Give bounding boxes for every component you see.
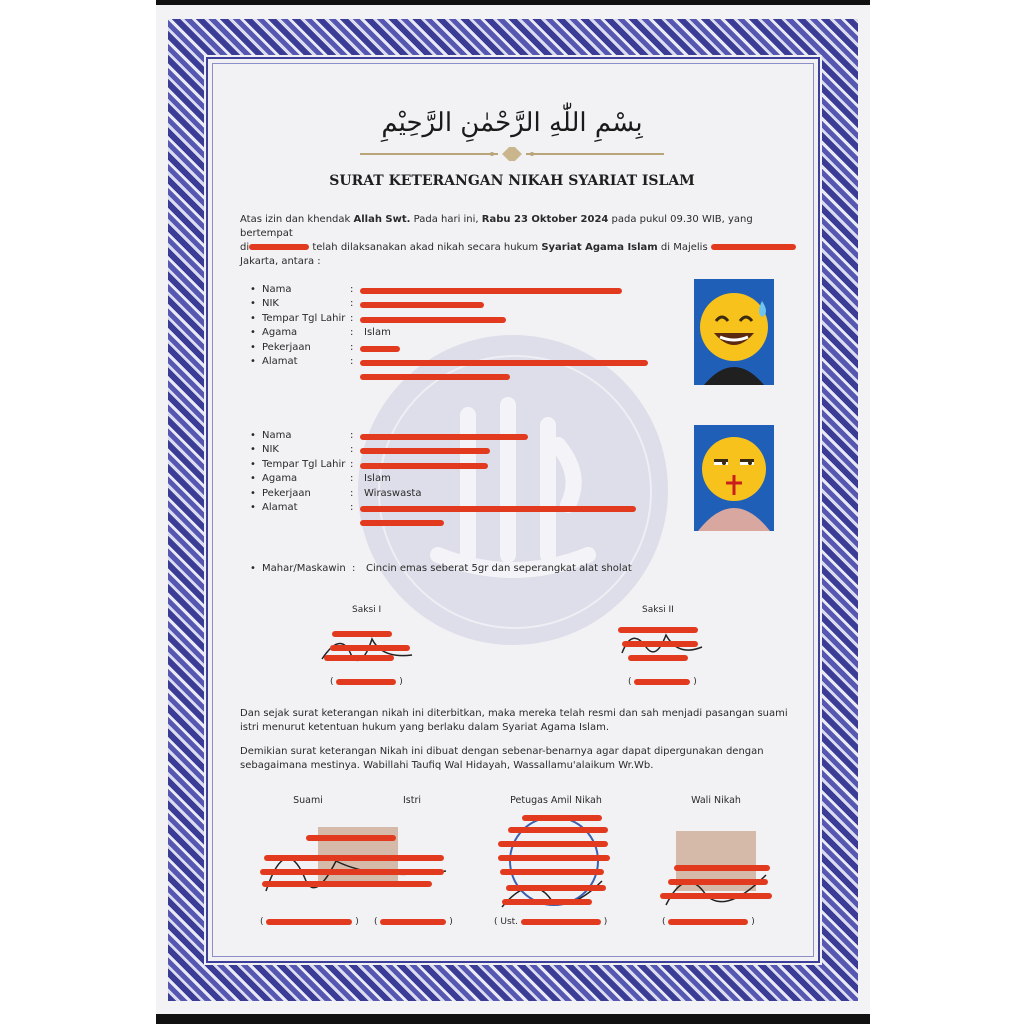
closing-line: Dan sejak surat keterangan nikah ini diterbitkan, maka mereka telah resmi dan sah menjadi pasangan suami bbox=[240, 708, 788, 719]
field-value: Islam bbox=[364, 327, 391, 339]
witness-1-signature bbox=[312, 619, 422, 675]
intro-text: pada pukul 09.30 WIB, yang bertempat bbox=[240, 214, 753, 239]
bullet: • bbox=[250, 341, 256, 353]
husband-wife-signatures-with-stamp bbox=[256, 821, 456, 911]
guardian-label: Wali Nikah bbox=[691, 795, 741, 806]
redaction-mark bbox=[360, 506, 636, 512]
ornament-divider bbox=[360, 147, 664, 161]
redaction-mark bbox=[266, 919, 352, 925]
field-label: Nama bbox=[262, 284, 292, 295]
colon: : bbox=[350, 501, 354, 513]
bullet: • bbox=[250, 430, 256, 441]
witness-2-label: Saksi II bbox=[642, 605, 674, 615]
officer-signature-with-seal bbox=[492, 811, 622, 919]
bullet: • bbox=[250, 284, 256, 295]
person-2-photo bbox=[694, 425, 774, 531]
intro-paragraph bbox=[240, 213, 800, 269]
person-1-details bbox=[250, 283, 670, 384]
document-title: SURAT KETERANGAN NIKAH SYARIAT ISLAM bbox=[329, 173, 695, 189]
field-row bbox=[250, 341, 670, 355]
field-row bbox=[250, 443, 670, 457]
redaction-mark bbox=[336, 679, 396, 685]
wife-name: ( ) bbox=[374, 917, 453, 927]
intro-text: Pada hari ini, bbox=[410, 214, 482, 225]
officer-label: Petugas Amil Nikah bbox=[510, 795, 602, 806]
redaction-mark bbox=[249, 244, 309, 250]
mahar-row bbox=[250, 563, 770, 579]
intro-law: Syariat Agama Islam bbox=[541, 242, 658, 253]
redaction-mark bbox=[360, 434, 528, 440]
field-row bbox=[250, 283, 670, 297]
field-label: Tempar Tgl Lahir bbox=[262, 458, 346, 470]
bullet: • bbox=[250, 473, 256, 485]
colon: : bbox=[350, 430, 354, 441]
bullet: • bbox=[250, 312, 256, 324]
bullet: • bbox=[250, 487, 256, 499]
redaction-mark bbox=[360, 520, 444, 526]
bullet: • bbox=[250, 444, 256, 456]
redaction-mark bbox=[360, 360, 648, 366]
closing-line: istri menurut ketentuan hukum yang berlaku dalam Syariat Agama Islam. bbox=[240, 722, 610, 733]
field-value: Islam bbox=[364, 473, 391, 485]
colon: : bbox=[350, 487, 354, 499]
witness-1-label: Saksi I bbox=[352, 605, 382, 615]
intro-line-3: Jakarta, antara : bbox=[240, 256, 321, 267]
address-continuation bbox=[250, 515, 670, 529]
colon: : bbox=[350, 458, 354, 470]
colon: : bbox=[350, 284, 354, 295]
witness-2-signature bbox=[612, 617, 712, 673]
redaction-mark bbox=[634, 679, 690, 685]
field-label: Pekerjaan bbox=[262, 487, 311, 499]
field-row bbox=[250, 297, 670, 311]
officer-name-prefix: ( Ust. bbox=[494, 917, 519, 927]
redaction-mark bbox=[360, 288, 622, 294]
husband-name: ( ) bbox=[260, 917, 359, 927]
redaction-mark bbox=[360, 463, 488, 469]
colon: : bbox=[350, 298, 354, 310]
redaction-mark bbox=[668, 919, 748, 925]
mahar-value: Cincin emas seberat 5gr dan seperangkat alat sholat bbox=[366, 563, 632, 574]
bismillah-calligraphy bbox=[356, 95, 668, 145]
field-row bbox=[250, 326, 670, 340]
redaction-mark bbox=[360, 448, 490, 454]
colon: : bbox=[350, 355, 354, 367]
bismillah-text: بِسْمِ اللّٰهِ الرَّحْمٰنِ الرَّحِيْمِ bbox=[381, 108, 643, 138]
witness-1-name: ( ) bbox=[330, 677, 403, 687]
photo-emoji-unamused bbox=[694, 425, 774, 531]
intro-allah: Allah Swt. bbox=[353, 214, 411, 225]
colon: : bbox=[350, 473, 354, 485]
witness-2-name: ( ) bbox=[628, 677, 697, 687]
closing-paragraph-2 bbox=[240, 745, 800, 773]
intro-line-1 bbox=[240, 213, 800, 241]
bullet: • bbox=[250, 298, 256, 310]
intro-line-2 bbox=[240, 241, 800, 255]
field-row bbox=[250, 312, 670, 326]
field-label: Tempar Tgl Lahir bbox=[262, 312, 346, 324]
closing-paragraph-1 bbox=[240, 707, 800, 735]
field-row bbox=[250, 429, 670, 443]
redaction-mark bbox=[521, 919, 601, 925]
redaction-mark bbox=[360, 374, 510, 380]
redaction-mark bbox=[360, 302, 484, 308]
intro-text: di Majelis bbox=[657, 242, 708, 253]
intro-date: Rabu 23 Oktober 2024 bbox=[481, 214, 609, 225]
mahar-label: Mahar/Maskawin bbox=[262, 563, 346, 574]
colon: : bbox=[350, 312, 354, 324]
person-1-photo bbox=[694, 279, 774, 385]
wife-label: Istri bbox=[402, 795, 422, 806]
field-label: NIK bbox=[262, 298, 279, 310]
field-row bbox=[250, 355, 670, 369]
bullet: • bbox=[250, 501, 256, 513]
guardian-name: ( ) bbox=[662, 917, 755, 927]
certificate-sheet bbox=[156, 5, 870, 1014]
officer-name: ( Ust. ) bbox=[494, 917, 608, 927]
intro-text: di bbox=[240, 242, 250, 253]
colon: : bbox=[350, 341, 354, 353]
field-label: Pekerjaan bbox=[262, 341, 311, 353]
bullet: • bbox=[250, 327, 256, 339]
field-value: Wiraswasta bbox=[364, 487, 422, 499]
closing-line: Demikian surat keterangan Nikah ini dibuat dengan sebenar-benarnya agar dapat dipergunakan dengan bbox=[240, 746, 764, 757]
field-row bbox=[250, 501, 670, 515]
intro-text: telah dilaksanakan akad nikah secara hukum bbox=[309, 242, 542, 253]
field-row bbox=[250, 472, 670, 486]
field-label: Nama bbox=[262, 430, 292, 441]
colon: : bbox=[352, 563, 356, 574]
redaction-mark bbox=[711, 244, 796, 250]
redaction-mark bbox=[360, 317, 506, 323]
husband-label: Suami bbox=[293, 795, 323, 806]
field-label: Alamat bbox=[262, 501, 298, 513]
colon: : bbox=[350, 327, 354, 339]
address-continuation bbox=[250, 369, 670, 383]
field-label: Alamat bbox=[262, 355, 298, 367]
field-label: Agama bbox=[262, 473, 298, 485]
guardian-signature-with-stamp bbox=[656, 825, 776, 915]
field-label: NIK bbox=[262, 444, 279, 456]
person-2-details bbox=[250, 429, 670, 530]
field-label: Agama bbox=[262, 327, 298, 339]
redaction-mark bbox=[360, 346, 400, 352]
bullet: • bbox=[250, 458, 256, 470]
bullet: • bbox=[250, 563, 256, 574]
bottom-edge bbox=[156, 1014, 870, 1024]
intro-text: Atas izin dan khendak bbox=[240, 214, 354, 225]
field-row bbox=[250, 487, 670, 501]
photo-emoji-sweat-smile bbox=[694, 279, 774, 385]
field-row bbox=[250, 458, 670, 472]
redaction-mark bbox=[380, 919, 446, 925]
closing-line: sebagaimana mestinya. Wabillahi Taufiq Wal Hidayah, Wassallamu'alaikum Wr.Wb. bbox=[240, 760, 654, 771]
bullet: • bbox=[250, 355, 256, 367]
colon: : bbox=[350, 444, 354, 456]
